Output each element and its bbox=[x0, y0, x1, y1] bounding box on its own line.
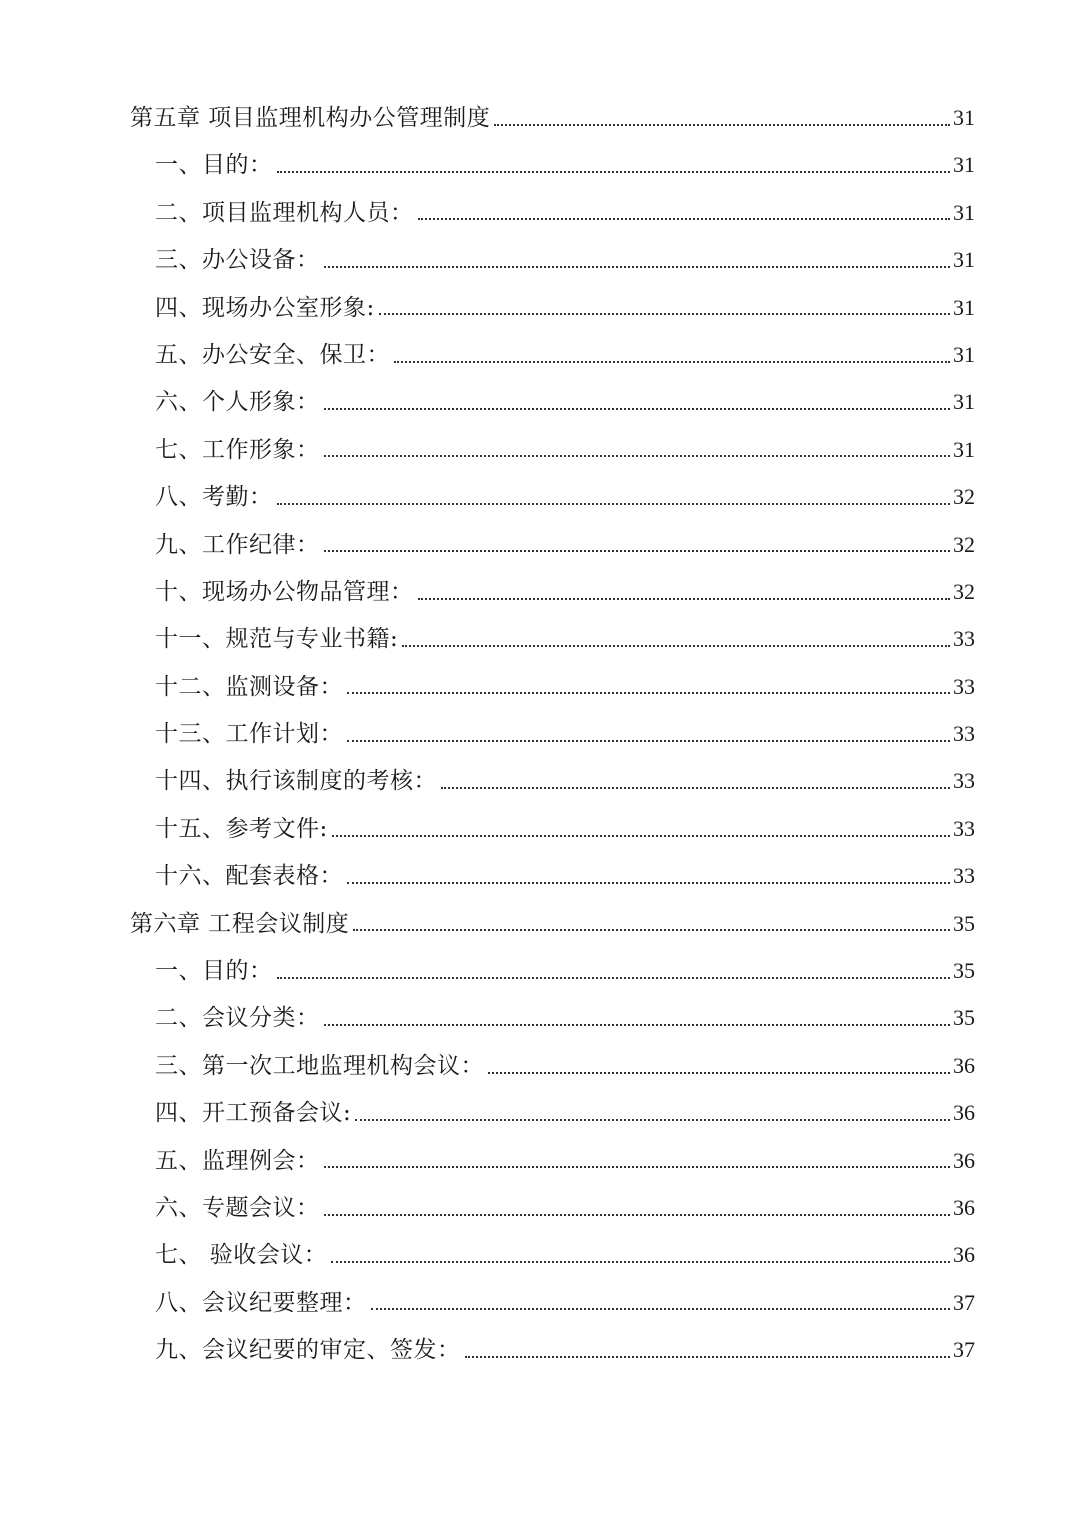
toc-page-number: 33 bbox=[953, 863, 975, 889]
toc-page-number: 31 bbox=[953, 389, 975, 415]
toc-page-number: 35 bbox=[953, 958, 975, 984]
toc-dot-leader bbox=[353, 929, 950, 931]
toc-dot-leader bbox=[488, 1072, 950, 1074]
toc-dot-leader bbox=[324, 550, 951, 552]
toc-entry[interactable] bbox=[0, 994, 1080, 1041]
toc-dot-leader bbox=[418, 598, 951, 600]
toc-entry-title: 三、第一次工地监理机构会议： bbox=[155, 1052, 484, 1079]
toc-dot-leader bbox=[277, 171, 951, 173]
toc-entry[interactable] bbox=[0, 1231, 1080, 1278]
toc-entry-title: 一、目的： bbox=[155, 958, 273, 985]
toc-page-number: 36 bbox=[953, 1194, 975, 1220]
toc-entry-title: 二、项目监理机构人员： bbox=[155, 199, 414, 226]
toc-entry-title: 十一、规范与专业书籍: bbox=[155, 626, 399, 653]
toc-entry-title: 八、考勤： bbox=[155, 484, 273, 511]
toc-dot-leader bbox=[441, 787, 950, 789]
toc-dot-leader bbox=[324, 408, 951, 410]
toc-dot-leader bbox=[332, 835, 950, 837]
toc-entry-title: 十四、执行该制度的考核： bbox=[155, 768, 437, 795]
toc-entry-title: 九、会议纪要的审定、签发： bbox=[155, 1337, 461, 1364]
toc-entry-title: 一、目的： bbox=[155, 152, 273, 179]
toc-page-number: 36 bbox=[953, 1147, 975, 1173]
toc-entry[interactable] bbox=[0, 378, 1080, 425]
toc-entry-title: 八、会议纪要整理： bbox=[155, 1289, 367, 1316]
toc-entry-title: 七、工作形象： bbox=[155, 436, 320, 463]
toc-entry-title: 三、办公设备： bbox=[155, 247, 320, 274]
toc-entry-title: 第六章 工程会议制度 bbox=[130, 910, 350, 937]
toc-page-number: 32 bbox=[953, 531, 975, 557]
toc-entry[interactable] bbox=[0, 805, 1080, 852]
toc-page-number: 31 bbox=[953, 436, 975, 462]
toc-page-number: 32 bbox=[953, 578, 975, 604]
toc-page-number: 32 bbox=[953, 484, 975, 510]
toc-entry[interactable] bbox=[0, 141, 1080, 188]
toc-dot-leader bbox=[465, 1356, 951, 1358]
toc-entry-title: 六、个人形象： bbox=[155, 389, 320, 416]
toc-entry-title: 十三、工作计划： bbox=[155, 721, 343, 748]
toc-page-number: 35 bbox=[953, 1005, 975, 1031]
toc-entry[interactable] bbox=[0, 473, 1080, 520]
toc-entry-title: 五、监理例会： bbox=[155, 1147, 320, 1174]
toc-entry-title: 第五章 项目监理机构办公管理制度 bbox=[130, 105, 491, 131]
toc-entry[interactable] bbox=[0, 331, 1080, 378]
toc-dot-leader bbox=[402, 645, 950, 647]
toc-dot-leader bbox=[494, 124, 950, 126]
toc-dot-leader bbox=[418, 218, 951, 220]
toc-entry-title: 十六、配套表格： bbox=[155, 863, 343, 890]
toc-dot-leader bbox=[277, 503, 951, 505]
toc-entry[interactable] bbox=[0, 900, 1080, 947]
toc-entry-title: 七、 验收会议： bbox=[155, 1242, 328, 1269]
toc-entry[interactable] bbox=[0, 1042, 1080, 1089]
toc-entry[interactable] bbox=[0, 189, 1080, 236]
toc-page-number: 33 bbox=[953, 626, 975, 652]
toc-entry-title: 四、现场办公室形象: bbox=[155, 294, 375, 321]
toc-entry-title: 六、专题会议： bbox=[155, 1194, 320, 1221]
toc-dot-leader bbox=[355, 1119, 950, 1121]
toc-entry[interactable] bbox=[0, 852, 1080, 899]
toc-page-number: 33 bbox=[953, 721, 975, 747]
toc-entry[interactable] bbox=[0, 947, 1080, 994]
toc-entry-title: 十二、监测设备： bbox=[155, 673, 343, 700]
toc-entry[interactable] bbox=[0, 1326, 1080, 1373]
toc-entry[interactable] bbox=[0, 1089, 1080, 1136]
toc-dot-leader bbox=[347, 692, 950, 694]
toc-page-number: 36 bbox=[953, 1100, 975, 1126]
toc-page-number: 33 bbox=[953, 768, 975, 794]
toc-dot-leader bbox=[324, 1214, 951, 1216]
toc-entry-title: 四、开工预备会议: bbox=[155, 1100, 352, 1127]
toc-dot-leader bbox=[347, 882, 950, 884]
toc-page-number: 33 bbox=[953, 815, 975, 841]
toc-page-number: 31 bbox=[953, 294, 975, 320]
toc-page-number: 36 bbox=[953, 1242, 975, 1268]
toc-page-number: 36 bbox=[953, 1052, 975, 1078]
toc-entry[interactable] bbox=[0, 94, 1080, 141]
toc-entry-title: 十、现场办公物品管理： bbox=[155, 578, 414, 605]
toc-entry-title: 九、工作纪律： bbox=[155, 531, 320, 558]
toc-dot-leader bbox=[394, 361, 950, 363]
toc-dot-leader bbox=[324, 1024, 951, 1026]
toc-page-number: 35 bbox=[953, 910, 975, 936]
toc-page-number: 37 bbox=[953, 1337, 975, 1363]
toc-entry[interactable] bbox=[0, 1279, 1080, 1326]
toc-entry[interactable] bbox=[0, 1137, 1080, 1184]
toc-dot-leader bbox=[379, 313, 950, 315]
toc-dot-leader bbox=[331, 1261, 950, 1263]
toc-entry[interactable] bbox=[0, 663, 1080, 710]
toc-dot-leader bbox=[324, 1166, 951, 1168]
toc-entry[interactable] bbox=[0, 284, 1080, 331]
toc-dot-leader bbox=[277, 977, 951, 979]
toc-dot-leader bbox=[324, 455, 951, 457]
toc-entry[interactable] bbox=[0, 710, 1080, 757]
toc-page-number: 37 bbox=[953, 1289, 975, 1315]
toc-entry[interactable] bbox=[0, 236, 1080, 283]
toc-page-number: 31 bbox=[953, 247, 975, 273]
toc-entry[interactable] bbox=[0, 426, 1080, 473]
toc-dot-leader bbox=[347, 740, 950, 742]
toc-page-number: 31 bbox=[953, 341, 975, 367]
toc-entry-title: 二、会议分类： bbox=[155, 1005, 320, 1032]
toc-entry[interactable] bbox=[0, 1184, 1080, 1231]
toc-entry-title: 十五、参考文件: bbox=[155, 815, 328, 842]
toc-page-number: 31 bbox=[953, 105, 975, 130]
toc-page-number: 33 bbox=[953, 673, 975, 699]
table-of-contents bbox=[0, 94, 1080, 1374]
toc-dot-leader bbox=[324, 266, 951, 268]
toc-entry[interactable] bbox=[0, 568, 1080, 615]
toc-page-number: 31 bbox=[953, 152, 975, 178]
toc-entry[interactable] bbox=[0, 521, 1080, 568]
toc-entry[interactable] bbox=[0, 615, 1080, 662]
toc-page-number: 31 bbox=[953, 199, 975, 225]
toc-dot-leader bbox=[371, 1308, 951, 1310]
toc-entry[interactable] bbox=[0, 757, 1080, 804]
toc-entry-title: 五、办公安全、保卫： bbox=[155, 341, 390, 368]
